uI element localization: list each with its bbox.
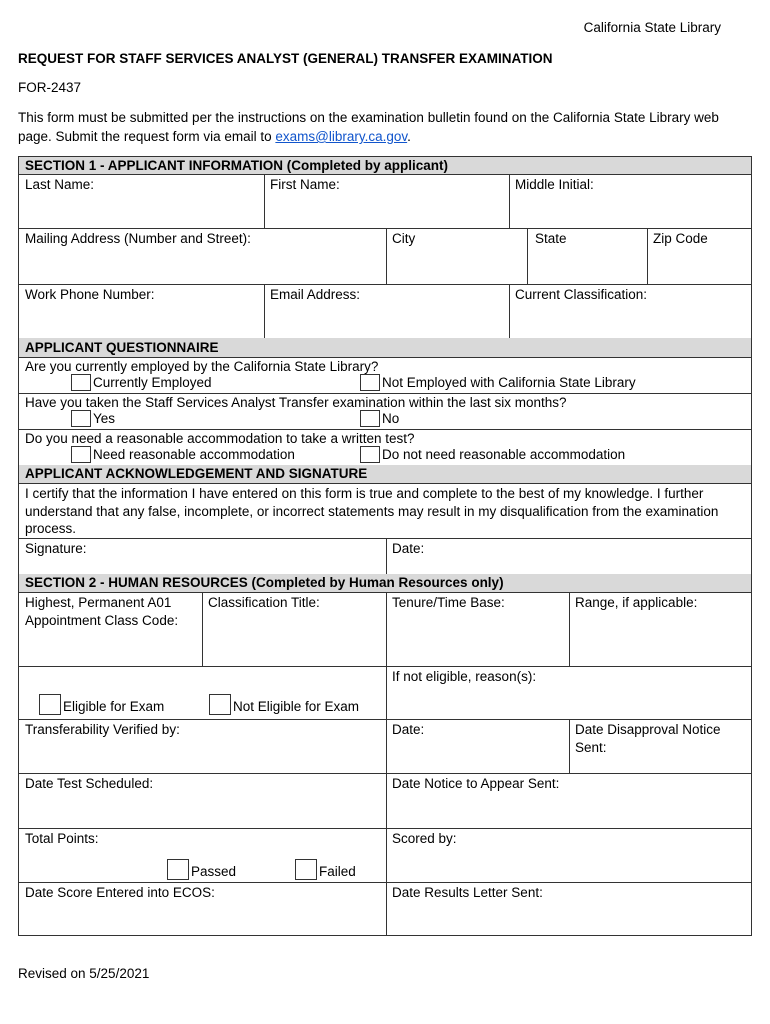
option-passed[interactable] bbox=[167, 859, 236, 880]
checkbox-not-employed[interactable] bbox=[360, 374, 380, 391]
email-link[interactable]: exams@library.ca.gov bbox=[275, 129, 408, 144]
option-label: Currently Employed bbox=[93, 375, 212, 390]
option-label: No bbox=[382, 411, 400, 426]
tenure-field[interactable]: Tenure/Time Base: bbox=[392, 595, 505, 610]
current-classification-field[interactable]: Current Classification: bbox=[515, 287, 648, 302]
option-not-eligible[interactable] bbox=[209, 694, 359, 715]
signature-field[interactable]: Signature: bbox=[25, 541, 87, 556]
mailing-address-field[interactable]: Mailing Address (Number and Street): bbox=[25, 231, 251, 246]
option-label: Yes bbox=[93, 411, 116, 426]
checkbox-not-eligible[interactable] bbox=[209, 694, 231, 715]
section2-header: SECTION 2 - HUMAN RESOURCES (Completed by Human Resources only) bbox=[19, 574, 751, 592]
option-eligible[interactable] bbox=[39, 694, 164, 715]
checkbox-no-accommodation[interactable] bbox=[360, 446, 380, 463]
zip-code-field[interactable]: Zip Code bbox=[653, 231, 708, 246]
option-label: Do not need reasonable accommodation bbox=[382, 447, 626, 462]
work-phone-field[interactable]: Work Phone Number: bbox=[25, 287, 155, 302]
checkbox-yes[interactable] bbox=[71, 410, 91, 427]
state-field[interactable]: State bbox=[535, 231, 567, 246]
option-yes[interactable] bbox=[71, 410, 115, 427]
score-entered-field[interactable]: Date Score Entered into ECOS: bbox=[25, 885, 215, 900]
question-accommodation: Do you need a reasonable accommodation to take a written test? bbox=[25, 431, 415, 446]
checkbox-currently-employed[interactable] bbox=[71, 374, 91, 391]
city-field[interactable]: City bbox=[392, 231, 416, 246]
intro-end: . bbox=[407, 129, 411, 144]
section1-header: SECTION 1 - APPLICANT INFORMATION (Completed by applicant) bbox=[19, 157, 751, 174]
first-name-field[interactable]: First Name: bbox=[270, 177, 340, 192]
scored-by-field[interactable]: Scored by: bbox=[392, 831, 457, 846]
option-no[interactable] bbox=[360, 410, 399, 427]
classification-title-field[interactable]: Classification Title: bbox=[208, 595, 320, 610]
checkbox-failed[interactable] bbox=[295, 859, 317, 880]
not-eligible-reason-field[interactable]: If not eligible, reason(s): bbox=[392, 669, 537, 684]
revision-date: Revised on 5/25/2021 bbox=[18, 966, 150, 981]
questionnaire-header: APPLICANT QUESTIONNAIRE bbox=[19, 338, 751, 357]
option-label: Passed bbox=[191, 864, 237, 879]
transferability-field[interactable]: Transferability Verified by: bbox=[25, 722, 180, 737]
acknowledgement-header: APPLICANT ACKNOWLEDGEMENT AND SIGNATURE bbox=[19, 465, 751, 483]
option-label: Need reasonable accommodation bbox=[93, 447, 295, 462]
request-form bbox=[18, 156, 752, 936]
middle-initial-field[interactable]: Middle Initial: bbox=[515, 177, 594, 192]
form-number: FOR-2437 bbox=[18, 80, 82, 95]
total-points-field[interactable]: Total Points: bbox=[25, 831, 99, 846]
option-not-employed[interactable] bbox=[360, 374, 636, 391]
option-label: Failed bbox=[319, 864, 356, 879]
checkbox-eligible[interactable] bbox=[39, 694, 61, 715]
option-label: Not Eligible for Exam bbox=[233, 699, 360, 714]
option-no-accommodation[interactable] bbox=[360, 446, 625, 463]
results-letter-field[interactable]: Date Results Letter Sent: bbox=[392, 885, 543, 900]
checkbox-no[interactable] bbox=[360, 410, 380, 427]
email-address-field[interactable]: Email Address: bbox=[270, 287, 361, 302]
form-title: REQUEST FOR STAFF SERVICES ANALYST (GENERAL) TRANSFER EXAMINATION bbox=[18, 51, 553, 66]
question-taken-exam: Have you taken the Staff Services Analyst Transfer examination within the last six months? bbox=[25, 395, 567, 410]
notice-appear-field[interactable]: Date Notice to Appear Sent: bbox=[392, 776, 560, 791]
organization-name: California State Library bbox=[583, 20, 721, 35]
verification-date-field[interactable]: Date: bbox=[392, 722, 425, 737]
option-currently-employed[interactable] bbox=[71, 374, 212, 391]
question-employed: Are you currently employed by the California State Library? bbox=[25, 359, 379, 374]
test-scheduled-field[interactable]: Date Test Scheduled: bbox=[25, 776, 154, 791]
signature-date-field[interactable]: Date: bbox=[392, 541, 425, 556]
option-label: Eligible for Exam bbox=[63, 699, 165, 714]
certification-text: I certify that the information I have entered on this form is true and complete to the best of my knowledge. I further understand that any false, incomplete, or incorrect statements may result in my disqualification from the examination process. bbox=[25, 486, 719, 536]
option-need-accommodation[interactable] bbox=[71, 446, 295, 463]
checkbox-passed[interactable] bbox=[167, 859, 189, 880]
range-field[interactable]: Range, if applicable: bbox=[575, 595, 698, 610]
last-name-field[interactable]: Last Name: bbox=[25, 177, 95, 192]
appointment-code-field[interactable]: Highest, Permanent A01 Appointment Class Code: bbox=[25, 595, 179, 628]
option-label: Not Employed with California State Library bbox=[382, 375, 636, 390]
intro-paragraph bbox=[18, 108, 748, 146]
option-failed[interactable] bbox=[295, 859, 356, 880]
intro-text: This form must be submitted per the instructions on the examination bulletin found on the California State Library web page. Submit the request form via email to bbox=[18, 110, 719, 144]
checkbox-need-accommodation[interactable] bbox=[71, 446, 91, 463]
disapproval-notice-field[interactable]: Date Disapproval Notice Sent: bbox=[575, 722, 721, 755]
